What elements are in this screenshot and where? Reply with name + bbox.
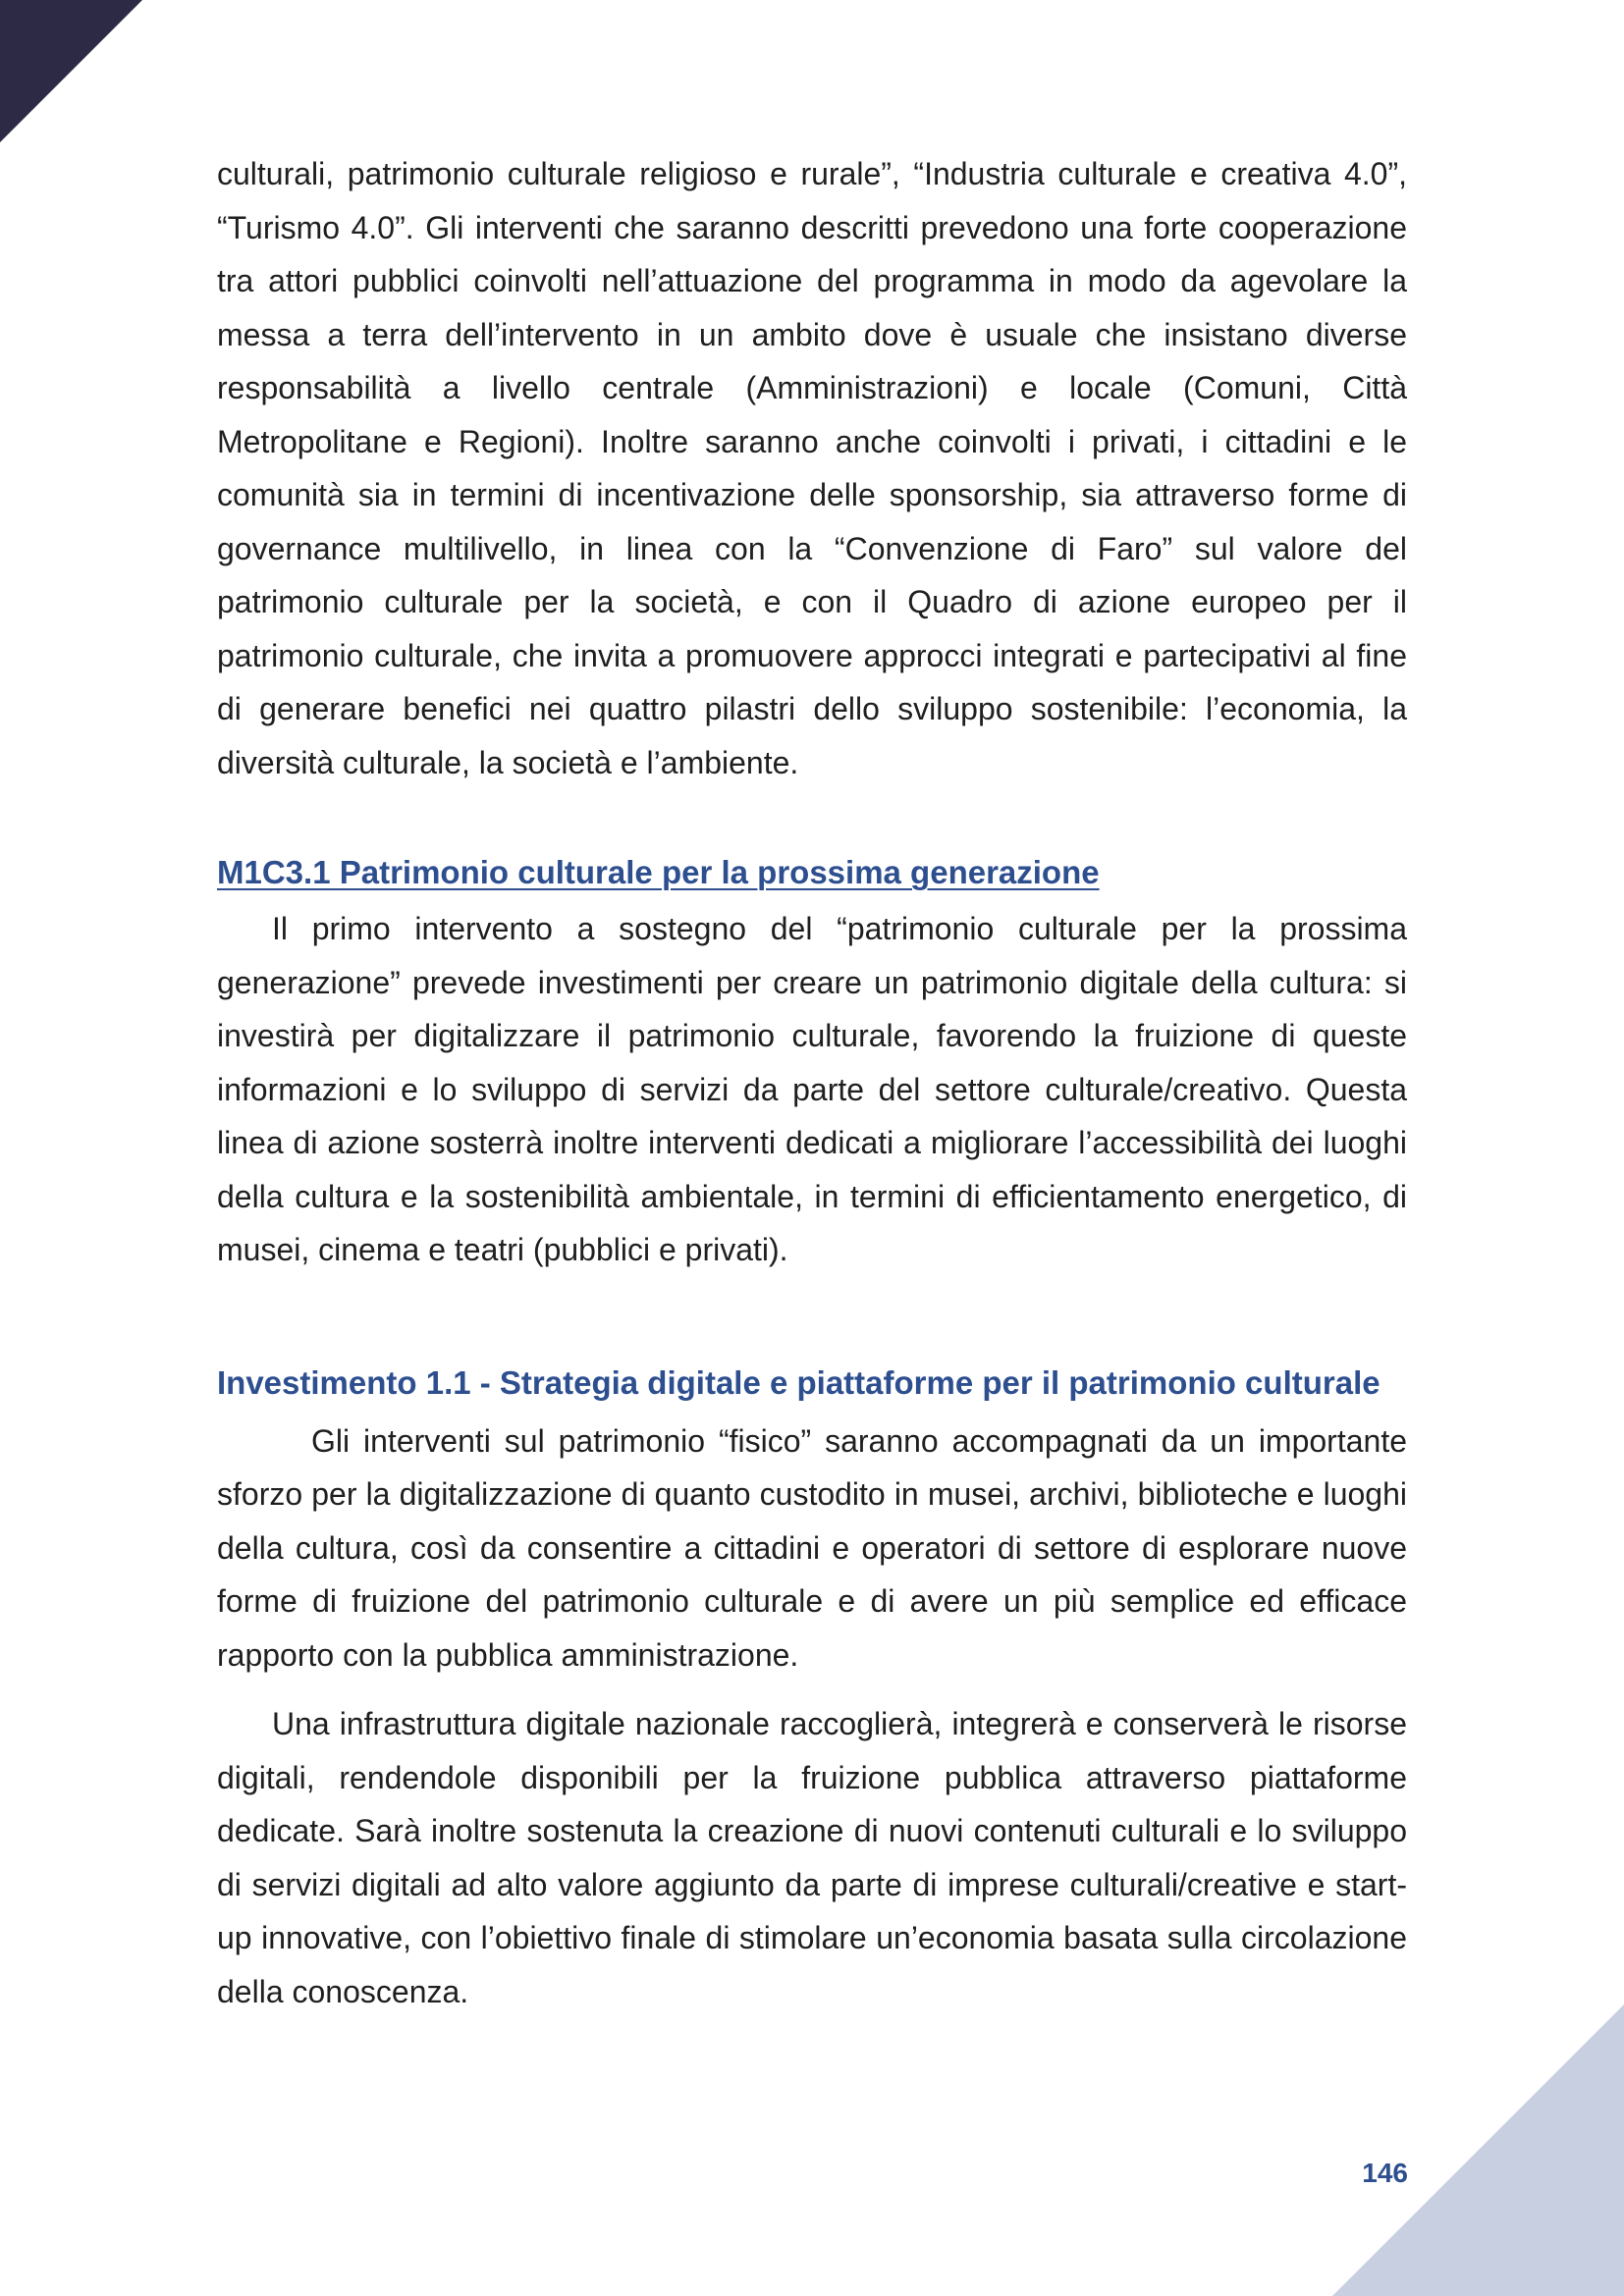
section-heading: M1C3.1 Patrimonio culturale per la prossima generazione [217, 854, 1100, 890]
paragraph-intro: culturali, patrimonio culturale religioso e rurale”, “Industria culturale e creativa 4.0”, “Turismo 4.0”. Gli interventi che saranno descritti prevedono una forte cooperazione tra attori pubblici coinvolti nell’attuazione del programma in modo da agevolare la messa a terra dell’intervento in un ambito dove è usuale che insistano diverse responsabilità a livello centrale (Amministrazioni) e locale (Comuni, Città Metropolitane e Regioni). Inoltre saranno anche coinvolti i privati, i cittadini e le comunità sia in termini di incentivazione delle sponsorship, sia attraverso forme di governance multilivello, in linea con la “Convenzione di Faro” sul valore del patrimonio culturale per la società, e con il Quadro di azione europeo per il patrimonio culturale, che invita a promuovere approcci integrati e partecipativi al fine di generare benefici nei quattro pilastri dello sviluppo sostenibile: l’economia, la diversità culturale, la società e l’ambiente. [217, 156, 1407, 780]
page-content [217, 147, 1407, 2018]
investment-heading: Investimento 1.1 - Strategia digitale e piattaforme per il patrimonio culturale [217, 1363, 1380, 1401]
page-number: 146 [1362, 2158, 1408, 2188]
corner-decoration-bottom-right [1332, 2004, 1624, 2296]
investment-paragraph-2: Una infrastruttura digitale nazionale raccoglierà, integrerà e conserverà le risorse digitali, rendendole disponibili per la fruizione pubblica attraverso piattaforme dedicate. Sarà inoltre sostenuta la creazione di nuovi contenuti culturali e lo sviluppo di servizi digitali ad alto valore aggiunto da parte di imprese culturali/creative e start-up innovative, con l’obiettivo finale di stimolare un’economia basata sulla circolazione della conoscenza. [217, 1706, 1407, 2009]
section-paragraph: Il primo intervento a sostegno del “patrimonio culturale per la prossima generazione” prevede investimenti per creare un patrimonio digitale della cultura: si investirà per digitalizzare il patrimonio culturale, favorendo la fruizione di queste informazioni e lo sviluppo di servizi da parte del settore culturale/creativo. Questa linea di azione sosterrà inoltre interventi dedicati a migliorare l’accessibilità dei luoghi della cultura e la sostenibilità ambientale, in termini di efficientamento energetico, di musei, cinema e teatri (pubblici e privati). [217, 911, 1407, 1267]
corner-decoration-top-left [0, 0, 142, 142]
investment-paragraph-1: Gli interventi sul patrimonio “fisico” saranno accompagnati da un importante sforzo per la digitalizzazione di quanto custodito in musei, archivi, biblioteche e luoghi della cultura, così da consentire a cittadini e operatori di settore di esplorare nuove forme di fruizione del patrimonio culturale e di avere un più semplice ed efficace rapporto con la pubblica amministrazione. [217, 1422, 1407, 1673]
